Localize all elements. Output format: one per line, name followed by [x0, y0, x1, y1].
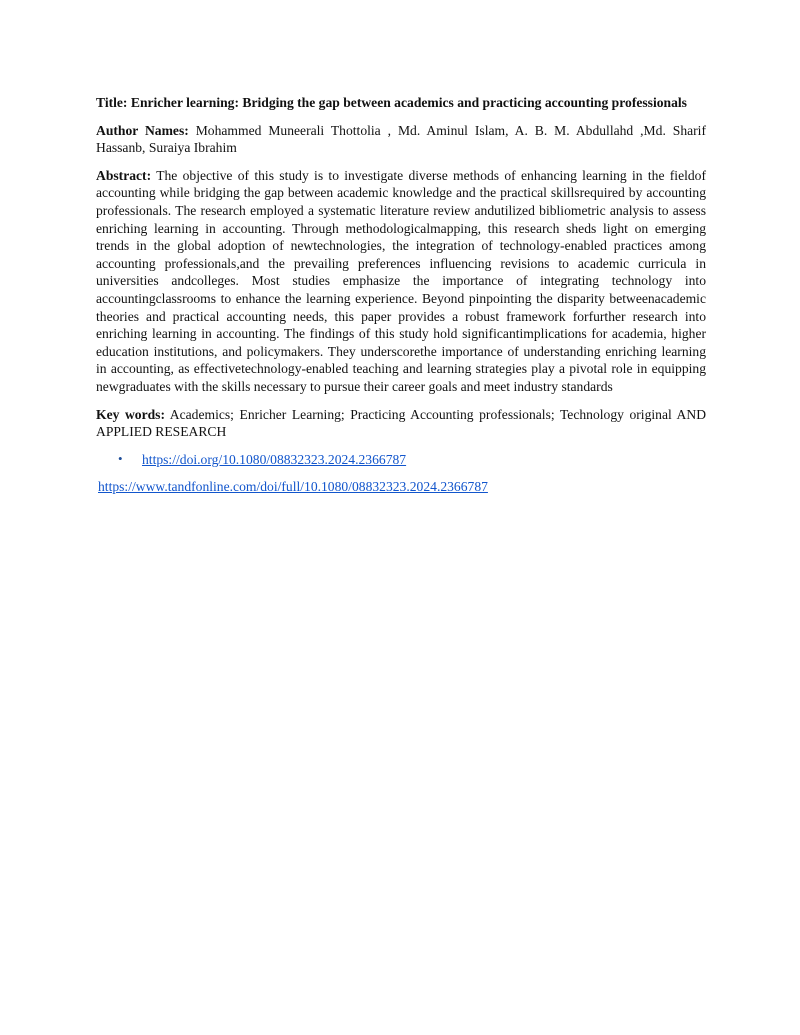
- abstract-label: Abstract:: [96, 167, 152, 183]
- title-label: Title:: [96, 95, 128, 110]
- tandfonline-link[interactable]: https://www.tandfonline.com/doi/full/10.1080/08832323.2024.2366787: [98, 479, 488, 495]
- title-text: Enricher learning: Bridging the gap between academics and practicing accounting professionals: [130, 95, 687, 110]
- doi-link[interactable]: https://doi.org/10.1080/08832323.2024.2366787: [142, 451, 407, 467]
- abstract-text: The objective of this study is to investigate diverse methods of enhancing learning in the fieldof accounting while bridging the gap between academic knowledge and the practical skillsrequired by accounting professionals. The research employed a systematic literature review andutilized bibliometric analysis to assess enriching learning in accounting. Through methodologicalmapping, this research sheds light on emerging trends in the global adoption of newtechnologies, the integration of technology-enabled practices among accounting professionals,and the prevailing preferences influencing revisions to academic curricula in universities andcolleges. Most studies emphasize the importance of integrating technology into accountingclassrooms to enhance the learning experience. Beyond pinpointing the disparity betweenacademic theories and practical accounting needs, this paper provides a robust framework forfurther research into enriching learning in accounting. The findings of this study hold significantimplications for academia, higher education institutions, and policymakers. They underscorethe importance of understanding enriching learning in accounting, as effectivetechnology-enabled teaching and learning strategies play a pivotal role in equipping newgraduates with the skills necessary to pursue their career goals and meet industry standards: [96, 167, 707, 394]
- tandf-link-row: [98, 478, 706, 496]
- authors-text: Mohammed Muneerali Thottolia , Md. Aminul Islam, A. B. M. Abdullahd ,Md. Sharif Hassanb, Suraiya Ibrahim: [96, 122, 706, 156]
- abstract-paragraph: [96, 167, 706, 396]
- keywords-label: Key words:: [96, 406, 165, 422]
- document-page: [96, 94, 706, 496]
- title-paragraph: [96, 94, 706, 112]
- keywords-text: Academics; Enricher Learning; Practicing Accounting professionals; Technology original AND APPLIED RESEARCH: [96, 406, 707, 440]
- bullet-icon: •: [118, 450, 123, 466]
- authors-paragraph: [96, 122, 706, 157]
- doi-list-item: [96, 451, 706, 469]
- keywords-paragraph: [96, 406, 706, 441]
- authors-label: Author Names:: [96, 122, 189, 138]
